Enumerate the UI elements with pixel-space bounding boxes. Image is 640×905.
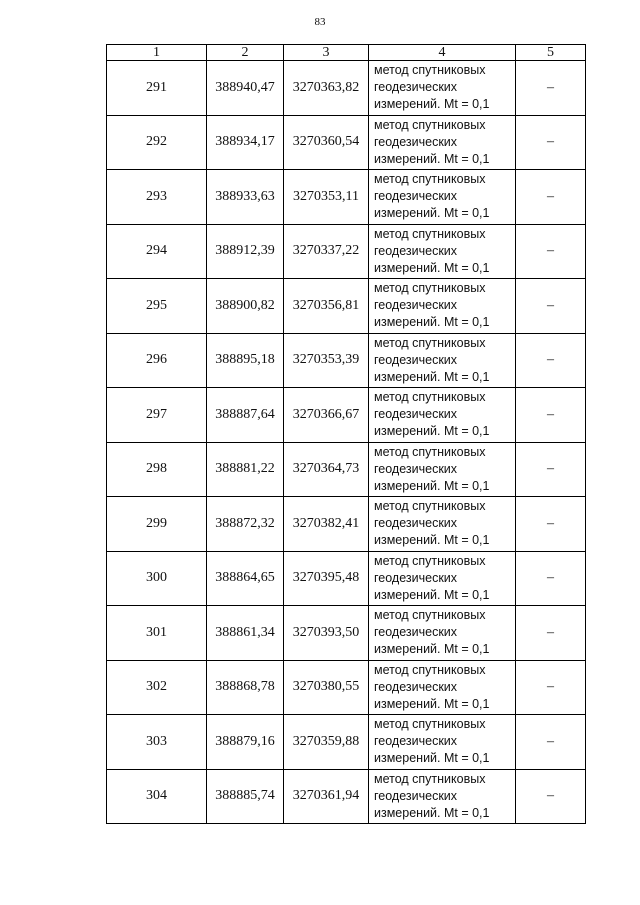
method-line: геодезических [374, 352, 458, 367]
note-cell: – [516, 715, 586, 770]
table-row [107, 61, 586, 116]
method-cell [369, 388, 516, 443]
coord-y-cell: 3270395,48 [284, 551, 369, 606]
note-cell: – [516, 170, 586, 225]
table-row [107, 442, 586, 497]
table-row [107, 224, 586, 279]
point-number-cell: 298 [107, 442, 207, 497]
note-cell: – [516, 497, 586, 552]
note-cell: – [516, 660, 586, 715]
coord-x-cell: 388885,74 [207, 769, 284, 824]
table-row [107, 769, 586, 824]
method-cell [369, 497, 516, 552]
method-cell [369, 333, 516, 388]
coord-x-cell: 388912,39 [207, 224, 284, 279]
table-row [107, 715, 586, 770]
method-line: метод спутниковых [374, 281, 486, 295]
method-cell [369, 551, 516, 606]
note-cell: – [516, 115, 586, 170]
method-line: метод спутниковых [374, 553, 486, 568]
method-line: геодезических [374, 788, 458, 803]
point-number-cell: 303 [107, 715, 207, 770]
coord-y-cell: 3270356,81 [284, 279, 369, 334]
header-col-4: 4 [369, 45, 516, 61]
note-cell: – [516, 388, 586, 443]
coord-x-cell: 388940,47 [207, 61, 284, 116]
method-cell [369, 224, 516, 279]
method-line: измерений. Mt = 0,1 [374, 642, 490, 656]
method-line: геодезических [374, 189, 458, 203]
method-cell [369, 279, 516, 334]
method-line: геодезических [374, 298, 458, 312]
table-row [107, 115, 586, 170]
method-line: метод спутниковых [374, 499, 486, 513]
table-header [107, 45, 586, 61]
method-line: измерений. Mt = 0,1 [374, 97, 490, 111]
note-cell: – [516, 551, 586, 606]
coord-y-cell: 3270382,41 [284, 497, 369, 552]
header-col-1: 1 [107, 45, 207, 61]
coord-x-cell: 388879,16 [207, 715, 284, 770]
coord-x-cell: 388934,17 [207, 115, 284, 170]
note-cell: – [516, 606, 586, 661]
table-row [107, 333, 586, 388]
method-line: геодезических [374, 80, 458, 94]
method-line: геодезических [374, 625, 458, 639]
method-cell [369, 115, 516, 170]
method-line: геодезических [374, 516, 458, 530]
method-line: геодезических [374, 734, 458, 748]
method-line: метод спутниковых [374, 662, 486, 677]
note-cell: – [516, 61, 586, 116]
method-line: измерений. Mt = 0,1 [374, 315, 490, 329]
method-line: измерений. Mt = 0,1 [374, 533, 490, 547]
coord-y-cell: 3270359,88 [284, 715, 369, 770]
table-row [107, 170, 586, 225]
header-row [107, 45, 586, 61]
method-line: геодезических [374, 679, 458, 694]
coord-y-cell: 3270380,55 [284, 660, 369, 715]
method-cell [369, 442, 516, 497]
header-col-2: 2 [207, 45, 284, 61]
table-body [107, 61, 586, 824]
point-number-cell: 301 [107, 606, 207, 661]
table-row [107, 660, 586, 715]
method-line: измерений. Mt = 0,1 [374, 206, 490, 220]
coordinates-table [106, 44, 586, 824]
point-number-cell: 292 [107, 115, 207, 170]
coord-y-cell: 3270337,22 [284, 224, 369, 279]
note-cell: – [516, 333, 586, 388]
coord-x-cell: 388868,78 [207, 660, 284, 715]
table-row [107, 606, 586, 661]
coord-y-cell: 3270353,39 [284, 333, 369, 388]
method-cell [369, 170, 516, 225]
point-number-cell: 300 [107, 551, 207, 606]
coord-x-cell: 388933,63 [207, 170, 284, 225]
coord-y-cell: 3270366,67 [284, 388, 369, 443]
point-number-cell: 296 [107, 333, 207, 388]
coord-x-cell: 388861,34 [207, 606, 284, 661]
table-row [107, 497, 586, 552]
method-line: измерений. Mt = 0,1 [374, 478, 490, 493]
coord-x-cell: 388872,32 [207, 497, 284, 552]
method-line: метод спутниковых [374, 335, 486, 350]
point-number-cell: 302 [107, 660, 207, 715]
coord-y-cell: 3270353,11 [284, 170, 369, 225]
method-line: измерений. Mt = 0,1 [374, 424, 490, 438]
table-row [107, 388, 586, 443]
method-line: геодезических [374, 407, 458, 421]
point-number-cell: 294 [107, 224, 207, 279]
method-line: метод спутниковых [374, 63, 486, 77]
point-number-cell: 299 [107, 497, 207, 552]
coord-x-cell: 388887,64 [207, 388, 284, 443]
method-line: геодезических [374, 461, 458, 476]
coord-x-cell: 388900,82 [207, 279, 284, 334]
method-cell [369, 606, 516, 661]
method-line: метод спутниковых [374, 608, 486, 622]
method-line: измерений. Mt = 0,1 [374, 369, 490, 384]
note-cell: – [516, 442, 586, 497]
method-cell [369, 660, 516, 715]
method-line: геодезических [374, 570, 458, 585]
coord-y-cell: 3270364,73 [284, 442, 369, 497]
method-cell [369, 769, 516, 824]
method-cell [369, 715, 516, 770]
note-cell: – [516, 279, 586, 334]
table-row [107, 279, 586, 334]
method-line: измерений. Mt = 0,1 [374, 151, 490, 166]
point-number-cell: 297 [107, 388, 207, 443]
method-line: измерений. Mt = 0,1 [374, 260, 490, 275]
coord-x-cell: 388881,22 [207, 442, 284, 497]
coord-y-cell: 3270361,94 [284, 769, 369, 824]
coord-y-cell: 3270360,54 [284, 115, 369, 170]
method-line: геодезических [374, 243, 458, 258]
method-line: измерений. Mt = 0,1 [374, 751, 490, 765]
point-number-cell: 293 [107, 170, 207, 225]
coord-y-cell: 3270363,82 [284, 61, 369, 116]
method-line: метод спутниковых [374, 117, 486, 132]
method-line: метод спутниковых [374, 172, 486, 186]
table-row [107, 551, 586, 606]
method-line: измерений. Mt = 0,1 [374, 587, 490, 602]
method-line: метод спутниковых [374, 717, 486, 731]
coord-x-cell: 388895,18 [207, 333, 284, 388]
note-cell: – [516, 224, 586, 279]
page-number: 83 [314, 16, 326, 28]
header-col-3: 3 [284, 45, 369, 61]
method-line: метод спутниковых [374, 771, 486, 786]
method-cell [369, 61, 516, 116]
method-line: геодезических [374, 134, 458, 149]
method-line: метод спутниковых [374, 444, 486, 459]
coord-x-cell: 388864,65 [207, 551, 284, 606]
method-line: метод спутниковых [374, 226, 486, 241]
point-number-cell: 304 [107, 769, 207, 824]
method-line: измерений. Mt = 0,1 [374, 696, 490, 711]
method-line: метод спутниковых [374, 390, 486, 404]
point-number-cell: 295 [107, 279, 207, 334]
point-number-cell: 291 [107, 61, 207, 116]
method-line: измерений. Mt = 0,1 [374, 805, 490, 820]
header-col-5: 5 [516, 45, 586, 61]
coord-y-cell: 3270393,50 [284, 606, 369, 661]
note-cell: – [516, 769, 586, 824]
